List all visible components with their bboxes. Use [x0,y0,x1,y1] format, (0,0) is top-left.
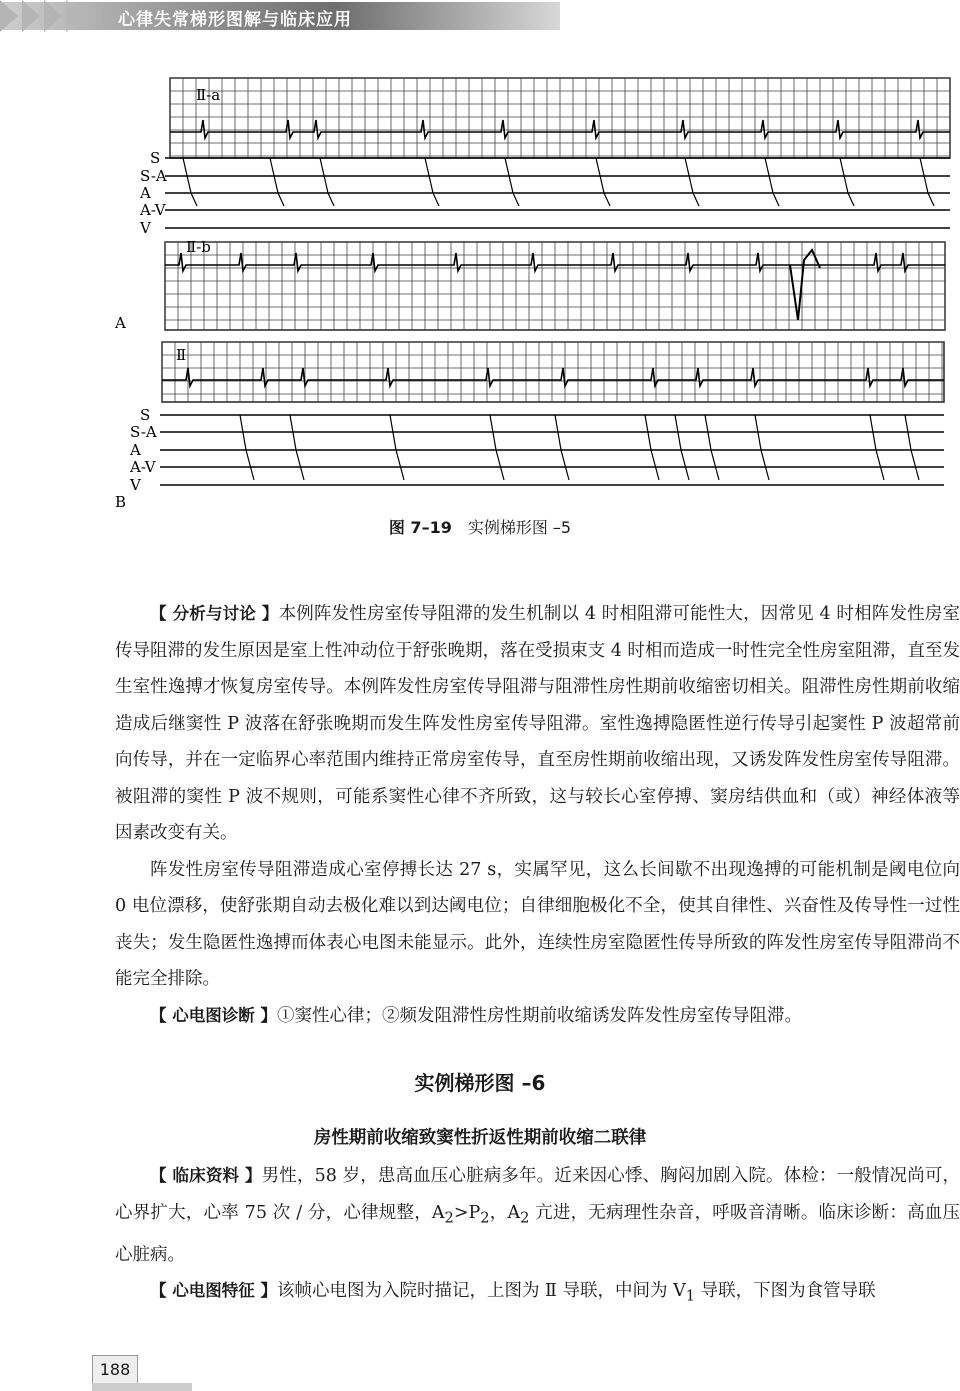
subscript: 2 [480,1209,490,1226]
ladder-b-conduction [396,450,404,480]
analysis-text-1: 本例阵发性房室传导阻滞的发生机制以 4 时相阻滞可能性大，因常见 4 时相阵发性房室传导阻滞的发生原因是室上性冲动位于舒张晚期，落在受损束支 4 时相而造成一时性完全性房室阻滞，直至发生室性逸搏才恢复房室传导。本例阵发性房室传导阻滞与阻滞性房性期前收缩密切相关。阻滞性房性期前收缩造成后继窦性 P 波落在舒张晚期而发生阵发性房室传导阻滞。室性逸搏隐匿性逆行传导引起窦性 P 波超常前向传导，并在一定临界心率范围内维持正常房室传导，直至房性期前收缩出现，又诱发阵发性房室传导阻滞。被阻滞的窦性 P 波不规则，可能系窦性心律不齐所致，这与较长心室停搏、窦房结供血和（或）神经体液等因素改变有关。 [115,604,960,843]
ladder-a-conduction [928,193,934,206]
ecg-feature-text: 导联，下图为食管导联 [695,1281,876,1301]
subscript: 1 [685,1287,696,1305]
clinical-text: 亢进，无病理性杂音，呼吸音清晰。临床诊断：高血压心脏病。 [115,1202,960,1265]
diagnosis-text: ①窦性心律；②频发阻滞性房性期前收缩诱发阵发性房室传导阻滞。 [277,1005,802,1026]
ladder-a-label: A [140,184,151,202]
section-title: 实例梯形图 –6 [414,1071,546,1095]
clinical-paragraph [115,1158,960,1273]
ladder-b-conduction [911,450,919,480]
clinical-text: >P [453,1202,481,1223]
ladder-a-label: V [140,219,151,237]
subscript: 2 [520,1209,530,1226]
header-title: 心律失常梯形图解与临床应用 [118,10,352,30]
clinical-tag: 【 临床资料 】 [150,1166,262,1185]
clinical-text: ，A [489,1202,521,1223]
ladder-b-label: S [140,406,151,424]
figure-caption [0,515,960,538]
ecg-ladder-figure [0,70,960,520]
clinical-text: 男性，58 岁，患高血压心脏病多年。近来因心悸、胸闷加剧入院。体检：一般情况尚可，心界扩大，心率 75 次 / 分，心律规整，A [115,1166,960,1223]
ecg-feature-paragraph [115,1273,960,1315]
ladder-b-conduction [876,450,884,480]
running-header [0,0,960,36]
chevron-icon [44,0,62,32]
strip-label-b: Ⅱ-b [186,238,211,256]
page-number: 188 [92,1355,138,1385]
diagnosis-tag: 【 心电图诊断 】 [150,1005,277,1025]
ecg-feature-text: 该帧心电图为入院时描记，上图为 Ⅱ 导联，中间为 V [277,1281,686,1301]
ladder-b-label: A [130,441,141,459]
ladder-b-conduction [711,450,719,480]
diagnosis-paragraph [115,998,960,1035]
panel-label-b: B [115,493,127,511]
ladder-a-label: A-V [140,201,166,219]
ladder-a-label: S-A [140,167,167,185]
ladder-b-conduction [651,450,659,480]
ladder-b-conduction [296,450,304,480]
ladder-a-conduction [693,193,699,206]
ecg-strip-b-gridlines [165,242,945,330]
ladder-b-conduction [761,450,769,480]
ladder-b-conduction [496,450,504,480]
analysis-section [115,596,960,1034]
chevron-icon [22,0,40,32]
analysis-paragraph-2 [115,852,960,998]
chevron-icon [66,0,84,32]
panel-label-a: A [115,314,126,332]
ladder-b-label: A-V [130,458,156,476]
ladder-a-conduction [848,193,854,206]
ladder-b-conduction [246,450,254,480]
ladder-a-conduction [433,193,439,206]
case-section [115,1158,960,1315]
strip-label-a: Ⅱ-a [196,86,221,104]
analysis-paragraph-1 [115,596,960,852]
ladder-a-conduction [513,193,519,206]
ladder-b-label: S-A [130,423,157,441]
ladder-a-label: S [150,149,161,167]
section-subtitle: 房性期前收缩致窦性折返性期前收缩二联律 [313,1128,647,1148]
chevron-icon [0,0,18,32]
ladder-b-conduction [681,450,689,480]
ecg-feature-tag: 【 心电图特征 】 [150,1281,277,1300]
analysis-tag: 【 分析与讨论 】 [150,604,279,623]
ladder-a-conduction [328,193,334,206]
subscript: 2 [444,1209,454,1226]
ladder-a-conduction [278,193,284,206]
ladder-a-conduction [191,193,197,206]
caption-number: 图 7–19 [388,518,452,537]
ladder-a-conduction [773,193,779,206]
ladder-a-conduction [604,193,610,206]
caption-text: 实例梯形图 –5 [467,518,572,537]
ladder-b-conduction [561,450,569,480]
ecg-strip-a-gridlines [170,78,950,158]
ecg-figure-svg [0,70,960,520]
page-bar [92,1383,192,1391]
ladder-b-label: V [130,476,141,494]
analysis-text-2: 阵发性房室传导阻滞造成心室停搏长达 27 s，实属罕见，这么长间歇不出现逸搏的可能机制是阈电位向 0 电位漂移，使舒张期自动去极化难以到达阈电位；自律细胞极化不全，使其自律性、兴奋性及传导性一过性丧失；发生隐匿性逸搏而体表心电图未能显示。此外，连续性房室隐匿性传导所致的阵发性房室传导阻滞尚不能完全排除。 [115,859,960,989]
strip-label-c: Ⅱ [176,346,187,364]
